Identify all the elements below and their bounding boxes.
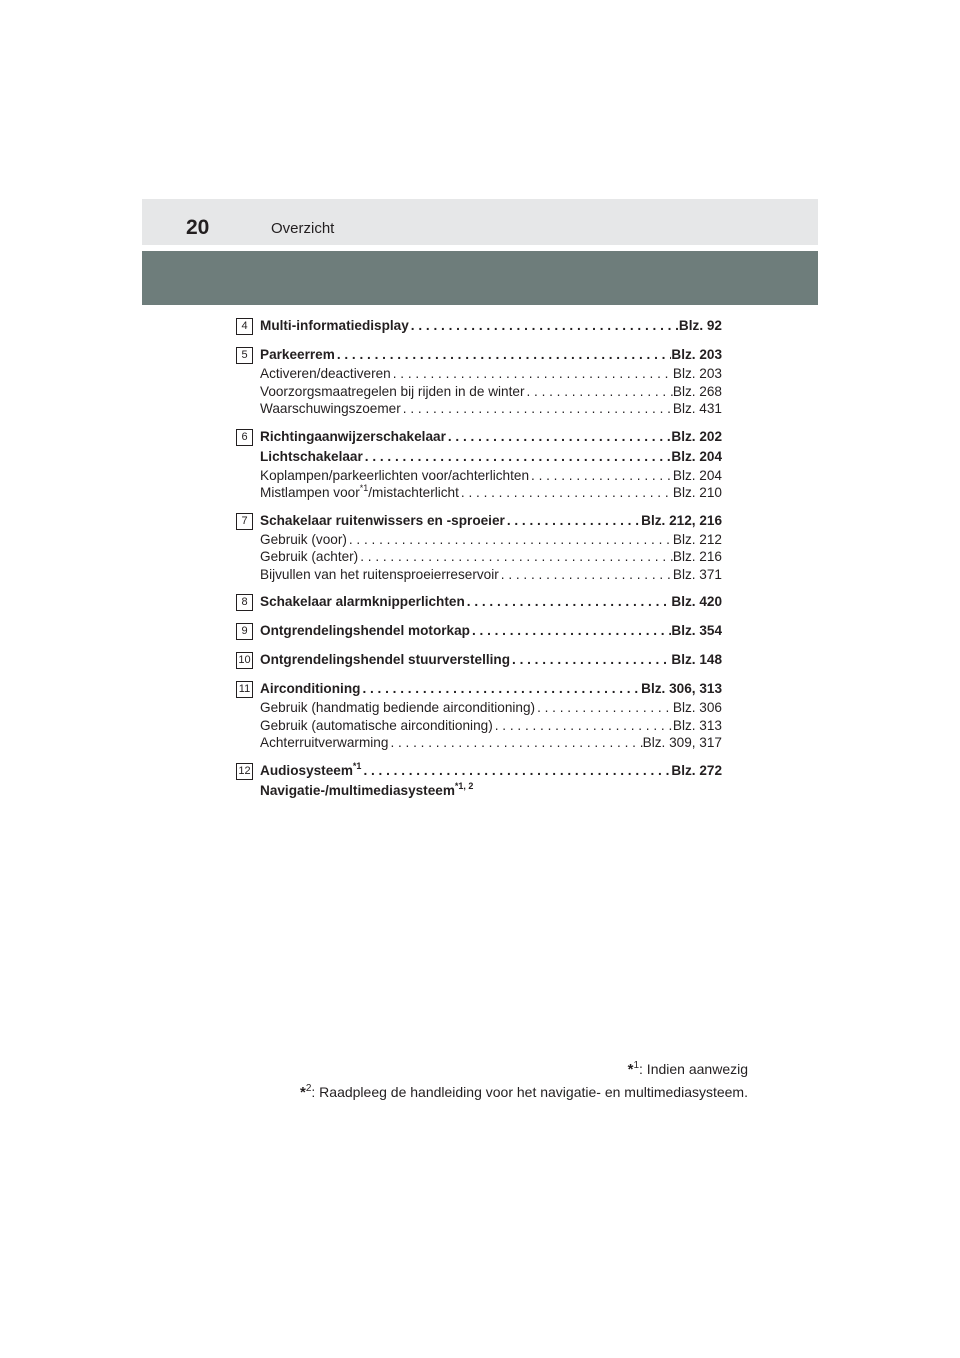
header-band xyxy=(142,199,818,245)
item-number-marker: 11 xyxy=(236,681,253,698)
footnote-1: *$^1$: Indien aanwezig xyxy=(627,1060,748,1078)
dot-leader xyxy=(505,511,641,531)
dot-leader xyxy=(510,650,671,670)
section-title: Overzicht xyxy=(271,220,335,237)
page-reference: Blz. 212 xyxy=(672,531,722,547)
page-reference: Blz. 313 xyxy=(672,717,722,733)
dot-leader xyxy=(391,365,673,383)
page-reference: Blz. 202 xyxy=(671,428,722,444)
dot-leader xyxy=(401,400,673,418)
index-row-sub xyxy=(260,531,722,549)
row-label: Lichtschakelaar xyxy=(260,448,363,464)
row-label: Audiosysteem$^{*1}$ xyxy=(260,760,362,778)
dot-leader xyxy=(529,467,673,485)
page-reference: Blz. 354 xyxy=(671,623,722,638)
page-reference: Blz. 306, 313 xyxy=(641,681,722,696)
row-label: Achterruitverwarming xyxy=(260,735,389,750)
dot-leader xyxy=(409,316,679,336)
row-label: Bijvullen van het ruitensproeierreservoir xyxy=(260,566,499,582)
page-reference: Blz. 272 xyxy=(671,762,722,778)
page-reference: Blz. 148 xyxy=(671,652,722,667)
index-row-sub xyxy=(260,484,722,502)
page-reference: Blz. 371 xyxy=(672,566,722,582)
index-row-main xyxy=(260,761,722,781)
page-reference: Blz. 306 xyxy=(672,700,722,715)
item-number-marker: 9 xyxy=(236,623,253,640)
row-label: Voorzorgsmaatregelen bij rijden in de winter xyxy=(260,383,525,399)
index-row-main xyxy=(260,511,722,531)
dot-leader xyxy=(360,679,641,699)
dot-leader xyxy=(535,699,673,717)
item-number-marker: 7 xyxy=(236,513,253,530)
page-reference: Blz. 431 xyxy=(672,401,722,416)
dot-leader xyxy=(446,427,672,447)
dot-leader xyxy=(465,592,672,612)
item-number-marker: 8 xyxy=(236,594,253,611)
index-row-main xyxy=(260,592,722,612)
dot-leader xyxy=(499,566,673,584)
row-label: Gebruik (handmatig bediende airconditioning) xyxy=(260,700,536,715)
footnote-ref: *1, 2 xyxy=(454,780,474,791)
page-reference: Blz. 203 xyxy=(671,347,722,362)
dot-leader xyxy=(363,447,672,467)
page-reference: Blz. 210 xyxy=(672,485,722,500)
row-label: Gebruik (achter) xyxy=(260,549,359,564)
index-row-main xyxy=(260,650,722,670)
footnote-ref: *1 xyxy=(352,760,362,771)
index-entry xyxy=(236,592,722,612)
row-label: Gebruik (automatische airconditioning) xyxy=(260,717,493,733)
page-reference: Blz. 203 xyxy=(672,366,722,381)
index-row-sub xyxy=(260,699,722,717)
page-reference: Blz. 204 xyxy=(672,467,722,483)
index-row-main xyxy=(260,316,722,336)
dot-leader xyxy=(388,734,642,752)
index-entry xyxy=(236,427,722,502)
index-entry xyxy=(236,679,722,752)
index-entry xyxy=(236,316,722,336)
index-entry xyxy=(236,621,722,641)
row-label: Schakelaar alarmknipperlichten xyxy=(260,594,465,609)
index-row-main xyxy=(260,781,722,801)
index-row-main xyxy=(260,679,722,699)
dot-leader xyxy=(524,383,672,401)
item-number-marker: 5 xyxy=(236,347,253,364)
row-label: Gebruik (voor) xyxy=(260,531,347,547)
row-label: Schakelaar ruitenwissers en -sproeier xyxy=(260,512,505,528)
index-row-sub xyxy=(260,734,722,752)
dot-leader xyxy=(358,548,673,566)
footnote-ref: *1 xyxy=(359,484,369,493)
index-row-main xyxy=(260,621,722,641)
dot-leader xyxy=(459,484,673,502)
page-reference: Blz. 216 xyxy=(672,549,722,564)
index-row-main xyxy=(260,345,722,365)
dot-leader xyxy=(335,345,672,365)
row-label: Richtingaanwijzerschakelaar xyxy=(260,428,446,444)
index-row-sub xyxy=(260,383,722,401)
page-reference: Blz. 268 xyxy=(672,383,722,399)
row-label: Waarschuwingszoemer xyxy=(260,401,401,416)
index-row-sub xyxy=(260,365,722,383)
dot-leader xyxy=(493,717,673,735)
index-row-sub xyxy=(260,400,722,418)
row-label: Multi-informatiedisplay xyxy=(260,318,409,333)
row-label: Ontgrendelingshendel motorkap xyxy=(260,623,470,638)
footnotes xyxy=(300,1058,748,1104)
index-row-main xyxy=(260,427,722,447)
index-entry xyxy=(236,650,722,670)
item-number-marker: 4 xyxy=(236,318,253,335)
row-label: Parkeerrem xyxy=(260,347,335,362)
item-number-marker: 12 xyxy=(236,763,253,780)
index-row-sub xyxy=(260,717,722,735)
item-number-marker: 6 xyxy=(236,429,253,446)
index-entry xyxy=(236,511,722,584)
item-number-marker: 10 xyxy=(236,652,253,669)
page-reference: Blz. 309, 317 xyxy=(642,735,722,750)
row-label: Airconditioning xyxy=(260,681,361,696)
index-entry xyxy=(236,345,722,418)
index-list xyxy=(236,316,722,810)
page-reference: Blz. 420 xyxy=(671,594,722,609)
row-label: Koplampen/parkeerlichten voor/achterlichten xyxy=(260,467,530,483)
index-entry xyxy=(236,761,722,801)
page-reference: Blz. 92 xyxy=(678,318,722,333)
index-row-sub xyxy=(260,566,722,584)
page-reference: Blz. 204 xyxy=(671,448,722,464)
index-row-sub xyxy=(260,467,722,485)
footnote-2: *$^2$: Raadpleeg de handleiding voor het navigatie- en multimediasysteem. xyxy=(299,1083,748,1101)
index-row-main xyxy=(260,447,722,467)
row-label: Navigatie-/multimediasysteem$^{*1, 2}$ xyxy=(260,780,474,798)
page-number: 20 xyxy=(186,216,210,239)
title-band xyxy=(142,251,818,305)
row-label: Activeren/deactiveren xyxy=(260,366,391,381)
dot-leader xyxy=(347,531,673,549)
dot-leader xyxy=(470,621,671,641)
row-label: Mistlampen voor$^{*1}$/mistachterlicht xyxy=(260,484,459,500)
page-reference: Blz. 212, 216 xyxy=(641,512,722,528)
dot-leader xyxy=(361,761,671,781)
index-row-sub xyxy=(260,548,722,566)
row-label: Ontgrendelingshendel stuurverstelling xyxy=(260,652,511,667)
